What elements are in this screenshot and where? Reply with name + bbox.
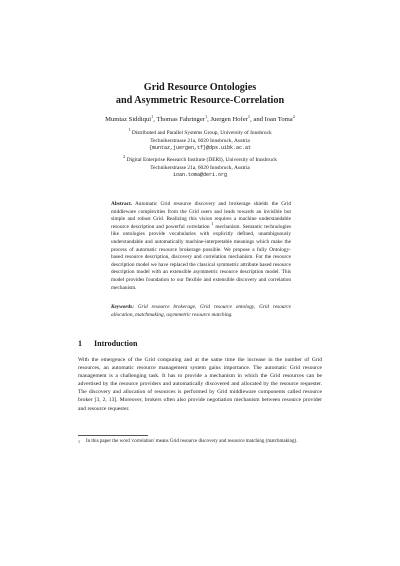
citation-link[interactable]: 13 xyxy=(108,397,115,404)
affiliation-1 xyxy=(0,127,400,153)
paper-title-line-1: Grid Resource Ontologies xyxy=(143,82,257,93)
footnote-mark: 1 xyxy=(78,439,80,444)
paper-title-line-2: and Asymmetric Resource-Correlation xyxy=(115,95,285,106)
footnote-reference[interactable]: 1 xyxy=(211,221,214,227)
affiliation-mark: 2 xyxy=(123,154,126,160)
citation-link[interactable]: 3 xyxy=(96,397,100,404)
author-affiliation-mark: 2 xyxy=(292,113,295,119)
intro-paragraph: With the emergence of the Grid computing and at the same time the increase in the number of Grid resources, an automatic resource management system gains importance. The automatic Grid resource management is a challenging task. It has to provide a mechanism in which the Grid resources can be advertised by the resource providers and automatically discovered and allocated by the resource requester. The discovery and allocation of resources is performed by Grid middleware components called resource broker [3, 2, 13]. Moreover, brokers often also provide negotiation mechanism between resource provider and resource requester. xyxy=(78,357,323,412)
footnote xyxy=(78,438,322,445)
abstract xyxy=(111,201,291,292)
author-separator: , and xyxy=(250,116,265,123)
keywords-label: Keywords: xyxy=(111,304,134,310)
author-affiliation-mark: 1 xyxy=(247,113,251,119)
section-heading xyxy=(78,339,137,348)
author-name: Mumtaz Siddiqui xyxy=(105,116,152,123)
author-list xyxy=(0,113,400,123)
author-name: Thomas Fahringer xyxy=(156,116,205,123)
citation-link[interactable]: 2 xyxy=(102,397,106,404)
author-separator: , xyxy=(207,116,211,123)
affiliation-line: $^1$ Distributed and Parallel Systems Group, University of Innsbruck xyxy=(128,127,272,136)
footnote-rule xyxy=(78,435,148,436)
affiliation-address: Technikerstrasse 21a, 6020 Innsbruck, Austria xyxy=(150,137,250,144)
paragraph-text: With the emergence of the Grid computing and at the same time the increase in the number of Grid resources, an automatic resource management system gains importance. The automatic Grid resource management is a challenging task. It has to provide a mechanism in which the Grid resources can be advertised by the resource providers and automatically discovered and allocated by the resource requester. The discovery and allocation of resources is performed by Grid middleware components called resource broker [ xyxy=(78,357,322,404)
abstract-label: Abstract. xyxy=(111,201,133,207)
abstract-text-continued: mechanism. Semantic technologies like ontologies provide vocabularies with explicitly defined, unambiguously understandable and automatically machine-interpretable meanings which make the process of automatic resource brokerage possible. We propose a fully Ontology-based resource description, discovery and correlation mechanism. For the resource description model we have replaced the classical symmetric attribute based resource description model with an extensible asymmetric resource description model. This model provides foundation to our flexible and extensible discovery and correlation mechanism. xyxy=(111,223,292,291)
author-affiliation-mark: 1 xyxy=(151,113,154,119)
section-title: Introduction xyxy=(94,339,138,348)
keywords-text: Grid resource brokerage, Grid resource ontology, Grid resource allocation, matchmaking, asymmetric resource matching. xyxy=(111,304,291,318)
paragraph-text-continued: ]. Moreover, brokers often also provide negotiation mechanism between resource provider and resource requester. xyxy=(78,397,323,412)
keywords xyxy=(111,304,291,319)
affiliation-address: Technikerstrasse 21a, 6020 Innsbruck, Austria xyxy=(150,164,250,171)
section-number: 1 xyxy=(78,339,82,348)
affiliation-email[interactable]: ioan.toma@deri.org xyxy=(172,172,227,178)
affiliation-email[interactable]: {muntaz,juergen,tf}@dps.uibk.ac.at xyxy=(148,145,252,151)
abstract-text: Automatic Grid resource discovery and brokerage shields the Grid middleware complexities from the Grid users and leads towards an invisible but simple and robust Grid. Realizing this vision requires a machine understandable resource description and powerful correlation xyxy=(111,201,291,230)
author-name: Ioan Toma xyxy=(264,116,293,123)
author-separator: , xyxy=(153,116,157,123)
affiliation-2 xyxy=(0,154,400,180)
author-affiliation-mark: 1 xyxy=(204,113,208,119)
affiliation-mark: 1 xyxy=(128,127,131,133)
affiliation-line: $^2$ Digital Enterprise Research Institute (DERI), University of Innsbruck xyxy=(123,154,277,163)
author-name: Juergen Hofer xyxy=(210,116,248,123)
footnote-text: In this paper the word 'correlation' means Grid resource discovery and resource matching (matchmaking). xyxy=(86,439,298,444)
